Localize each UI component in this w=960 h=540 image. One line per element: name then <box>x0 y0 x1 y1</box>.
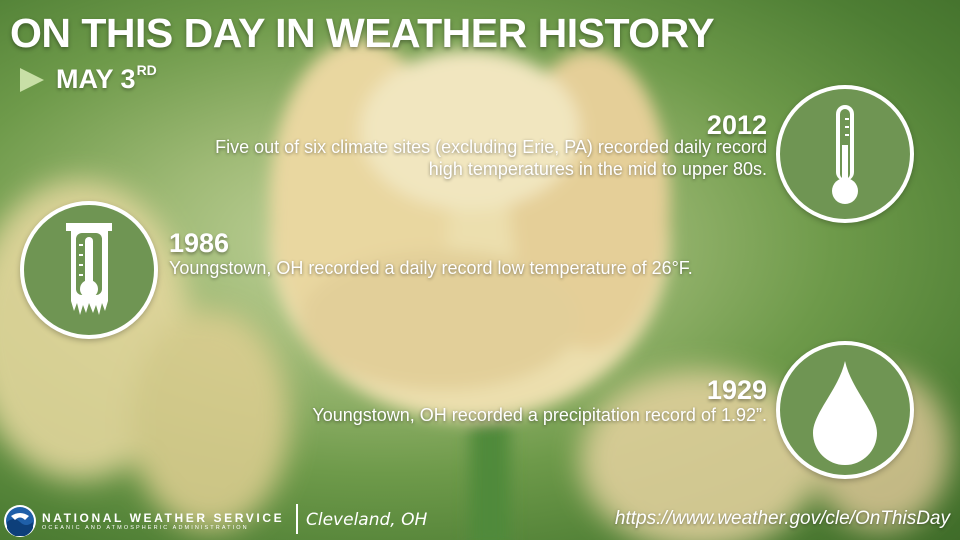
raindrop-icon <box>805 355 885 465</box>
event-description-1986: Youngstown, OH recorded a daily record low temperature of 26°F. <box>169 258 693 278</box>
play-arrow-icon <box>20 68 44 92</box>
thermometer-icon <box>815 99 875 209</box>
office-location: Cleveland, OH <box>306 510 428 530</box>
event-description-2012-line2: high temperatures in the mid to upper 80s. <box>428 159 767 179</box>
frozen-thermometer-icon <box>54 215 124 325</box>
event-description-2012 <box>215 136 767 180</box>
date-heading <box>20 61 157 95</box>
raindrop-badge <box>776 341 914 479</box>
page-title: ON THIS DAY IN WEATHER HISTORY <box>10 10 715 56</box>
event-year-2012: 2012 <box>706 110 767 140</box>
agency-name: NATIONAL WEATHER SERVICE <box>42 511 285 525</box>
thermometer-badge <box>776 85 914 223</box>
event-year-1986: 1986 <box>169 228 230 258</box>
event-year-1929: 1929 <box>706 375 767 405</box>
date-ordinal-suffix: RD <box>136 61 157 78</box>
event-description-1929: Youngstown, OH recorded a precipitation record of 1.92”. <box>312 405 767 425</box>
noaa-logo-icon <box>5 506 35 536</box>
event-description-2012-line1: Five out of six climate sites (excluding Erie, PA) recorded daily record <box>215 137 767 157</box>
agency-subtitle: OCEANIC AND ATMOSPHERIC ADMINISTRATION <box>42 525 249 531</box>
footer-divider <box>296 504 298 534</box>
on-this-day-link[interactable]: https://www.weather.gov/cle/OnThisDay <box>614 508 950 529</box>
date-label: MAY 3 <box>56 64 136 94</box>
frozen-thermometer-badge <box>20 201 158 339</box>
noaa-logo <box>4 505 36 537</box>
